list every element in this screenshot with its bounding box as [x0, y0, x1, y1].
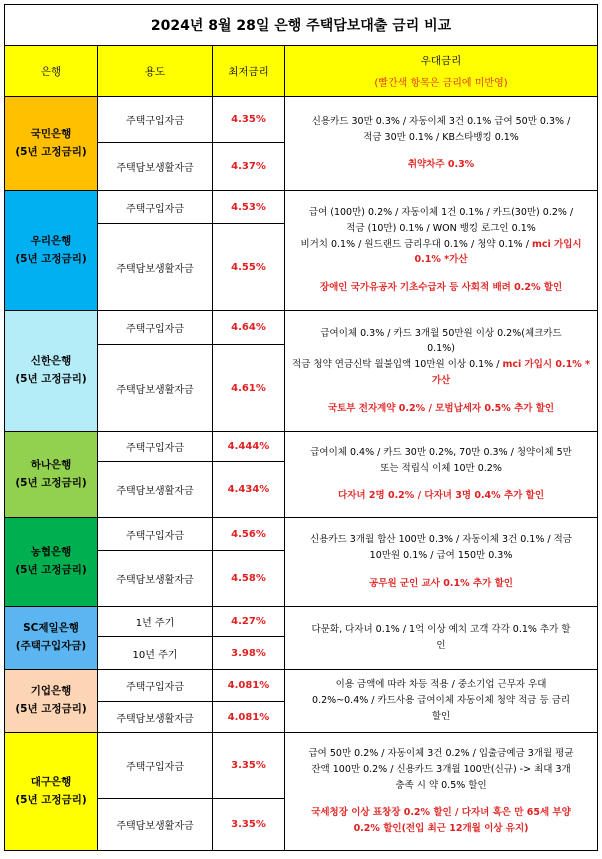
pref-line: 0.1%) [427, 343, 455, 355]
pref-cell [285, 607, 598, 670]
header-rate: 최저금리 [213, 46, 285, 97]
rate-cell: 4.434% [213, 462, 285, 518]
pref-line: 0.2%~0.4% / 카드사용 급여이체 자동이체 청약 적금 등 금리 [312, 695, 570, 707]
bank-sub: (5년 고정금리) [15, 145, 87, 158]
pref-line: 급여 50만 0.2% / 자동이체 3건 0.2% / 입출금예금 3개월 평균 [308, 748, 574, 760]
rate-cell: 3.98% [213, 637, 285, 670]
bank-sub: (5년 고정금리) [15, 373, 87, 385]
rate-cell: 4.081% [213, 670, 285, 702]
use-cell: 주택구입자금 [98, 191, 213, 224]
bank-cell-hana [5, 432, 98, 518]
rate-cell: 4.081% [213, 702, 285, 733]
bank-cell-sc [5, 607, 98, 670]
rate-cell: 4.27% [213, 607, 285, 637]
header-bank: 은행 [5, 46, 98, 97]
use-cell: 주택구입자금 [98, 670, 213, 702]
use-cell: 주택담보생활자금 [98, 799, 213, 851]
table-row [5, 670, 598, 702]
header-pref-note: (빨간색 항목은 금리에 미반영) [374, 78, 508, 89]
table-row [5, 432, 598, 462]
bank-name: SC제일은행 [23, 622, 79, 635]
pref-line: 급여이체 0.3% / 카드 3개월 50만원 이상 0.2%(체크카드 [320, 327, 562, 339]
pref-line: 또는 적립식 이체 10만 0.2% [380, 462, 502, 474]
pref-line: 적금 30만 0.1% / KB스타뱅킹 0.1% [363, 131, 519, 143]
pref-text: 비거치 0.1% / 원드랜드 금리우대 0.1% / 청약 0.1% / [300, 238, 532, 250]
bank-sub: (5년 고정금리) [15, 703, 87, 715]
pref-red-text: mci 가입시 0.1% *가산 [431, 359, 591, 386]
header-pref-label: 우대금리 [420, 55, 462, 67]
rate-cell: 4.53% [213, 191, 285, 224]
pref-red-line: 국세청장 이상 표창장 0.2% 할인 / 다자녀 혹은 만 65세 부양 [311, 807, 571, 819]
use-cell: 주택담보생활자금 [98, 462, 213, 518]
pref-line: 잔액 100만 0.2% / 신용카드 3개월 100만(신규) -> 최대 3개 [311, 763, 571, 775]
bank-cell-woori [5, 191, 98, 311]
pref-red-line: 공무원 군인 교사 0.1% 추가 할인 [369, 577, 513, 589]
pref-cell [285, 97, 598, 191]
pref-cell [285, 311, 598, 432]
table-row [5, 311, 598, 345]
bank-name: 신한은행 [30, 355, 72, 368]
pref-cell [285, 518, 598, 607]
header-pref [285, 46, 598, 97]
bank-sub: (5년 고정금리) [15, 793, 87, 806]
bank-sub: (5년 고정금리) [15, 564, 87, 576]
pref-line: 인 [436, 640, 446, 651]
pref-line: 급여 (100만) 0.2% / 자동이체 1건 0.1% / 카드(30만) 0.2% / [308, 207, 574, 219]
table-row [5, 733, 598, 799]
bank-name: 대구은행 [30, 775, 72, 788]
pref-line [291, 237, 591, 268]
bank-cell-ibk [5, 670, 98, 733]
use-cell: 주택담보생활자금 [98, 551, 213, 607]
pref-line: 급여이체 0.4% / 카드 30만 0.2%, 70만 0.3% / 청약이체 5만 [310, 446, 572, 458]
table-row [5, 607, 598, 637]
pref-line: 충족 시 약 0.5% 할인 [395, 779, 487, 791]
pref-red-line: 취약차주 0.3% [407, 159, 475, 171]
rate-cell: 4.35% [213, 97, 285, 143]
use-cell: 주택구입자금 [98, 518, 213, 551]
bank-name: 농협은행 [30, 546, 72, 559]
use-cell: 1년 주기 [98, 607, 213, 637]
rate-cell: 3.35% [213, 733, 285, 799]
pref-line: 다문화, 다자녀 0.1% / 1억 이상 예치 고객 각각 0.1% 추가 할 [311, 624, 571, 636]
rate-cell: 4.56% [213, 518, 285, 551]
use-cell: 주택담보생활자금 [98, 224, 213, 311]
pref-red-line: 국토부 전자계약 0.2% / 모범납세자 0.5% 추가 할인 [327, 402, 555, 414]
rate-cell: 4.444% [213, 432, 285, 462]
use-cell: 주택구입자금 [98, 97, 213, 143]
pref-red-line: 0.2% 할인(전입 최근 12개월 이상 유지) [353, 823, 529, 834]
bank-cell-nh [5, 518, 98, 607]
bank-name: 우리은행 [30, 234, 72, 247]
pref-cell [285, 670, 598, 733]
rate-cell: 4.37% [213, 143, 285, 191]
use-cell: 10년 주기 [98, 637, 213, 670]
pref-line: 10만원 0.1% / 급여 150만 0.3% [369, 550, 513, 562]
bank-name: 기업은행 [30, 685, 72, 698]
header-use: 용도 [98, 46, 213, 97]
header-row [5, 46, 598, 97]
pref-text: 적금 청약 연금신탁 월불입액 10만원 이상 0.1% / [292, 359, 503, 371]
pref-cell [285, 733, 598, 851]
pref-line [291, 357, 591, 388]
use-cell: 주택구입자금 [98, 733, 213, 799]
pref-red-line: 장애인 국가유공자 기초수급자 등 사회적 배려 0.2% 할인 [319, 282, 563, 293]
pref-line: 신용카드 30만 0.3% / 자동이체 3건 0.1% 급여 50만 0.3% / [311, 115, 571, 127]
use-cell: 주택담보생활자금 [98, 345, 213, 432]
pref-cell [285, 191, 598, 311]
table-row [5, 97, 598, 143]
pref-line: 이용 금액에 따라 차등 적용 / 중소기업 근무자 우대 [335, 679, 547, 691]
table-row [5, 518, 598, 551]
bank-sub: (5년 고정금리) [15, 476, 87, 489]
use-cell: 주택담보생활자금 [98, 702, 213, 733]
table-title: 2024년 8월 28일 은행 주택담보대출 금리 비교 [5, 5, 598, 46]
table-row [5, 191, 598, 224]
bank-cell-shinhan [5, 311, 98, 432]
bank-name: 하나은행 [30, 458, 72, 471]
bank-cell-dgb [5, 733, 98, 851]
use-cell: 주택구입자금 [98, 432, 213, 462]
pref-line: 할인 [431, 710, 451, 722]
bank-sub: (주택구입자금) [15, 640, 87, 652]
pref-line: 적금 (10만) 0.1% / WON 뱅킹 로그인 0.1% [346, 222, 536, 234]
use-cell: 주택구입자금 [98, 311, 213, 345]
pref-cell [285, 432, 598, 518]
pref-line: 신용카드 3개월 합산 100만 0.3% / 자동이체 3건 0.1% / 적금 [310, 534, 572, 546]
pref-red-line: 다자녀 2명 0.2% / 다자녀 3명 0.4% 추가 할인 [338, 490, 544, 502]
bank-cell-kb [5, 97, 98, 191]
rate-cell: 3.35% [213, 799, 285, 851]
rate-table [4, 4, 598, 851]
pref-red-text: mci 가입시 0.1% *가산 [414, 238, 582, 266]
rate-cell: 4.58% [213, 551, 285, 607]
rate-cell: 4.55% [213, 224, 285, 311]
rate-cell: 4.64% [213, 311, 285, 345]
bank-sub: (5년 고정금리) [15, 252, 87, 265]
use-cell: 주택담보생활자금 [98, 143, 213, 191]
rate-cell: 4.61% [213, 345, 285, 432]
bank-name: 국민은행 [30, 127, 72, 140]
